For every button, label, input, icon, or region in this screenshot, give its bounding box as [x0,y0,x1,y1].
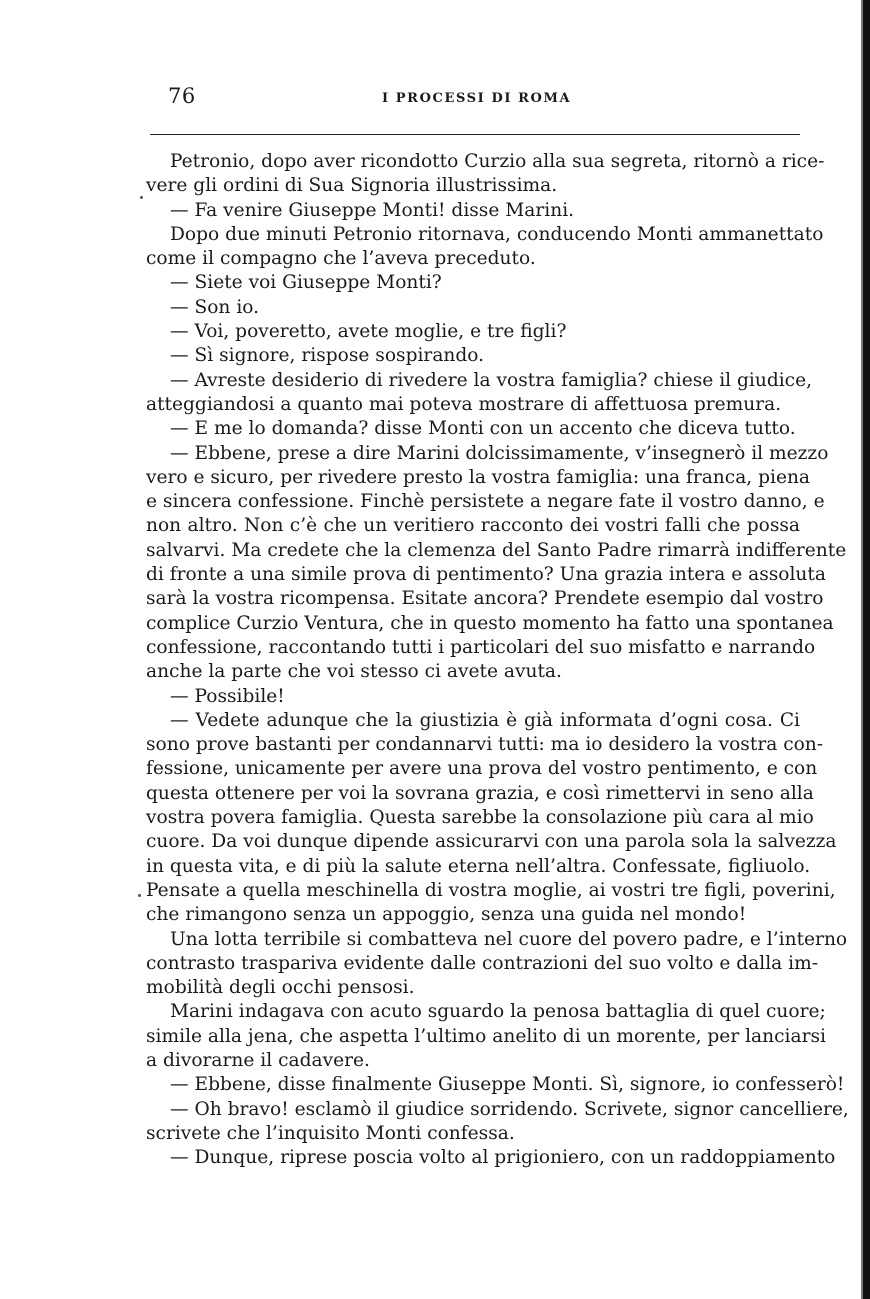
text-line: — Son io. [170,296,260,318]
text-line: Una lotta terribile si combatteva nel cuore del povero padre, e l’interno [170,928,848,950]
text-line: — Possibile! [170,685,285,707]
text-line: salvarvi. Ma credete che la clemenza del Santo Padre rimarrà indifferente [146,539,847,561]
print-speck [140,196,143,199]
text-line: sono prove bastanti per condannarvi tutti: ma io desidero la vostra con- [146,734,824,756]
text-line: mobilità degli occhi pensosi. [146,977,415,999]
text-line: come il compagno che l’aveva preceduto. [146,248,536,270]
text-line: Petronio, dopo aver ricondotto Curzio alla sua segreta, ritornò a rice- [170,151,825,172]
text-line: questa ottenere per voi la sovrana grazia, e così rimettervi in seno alla [146,782,814,804]
text-line: — Avreste desiderio di rivedere la vostra famiglia? chiese il giudice, [170,369,813,391]
text-line: — E me lo domanda? disse Monti con un accento che diceva tutto. [170,418,796,440]
text-line: complice Curzio Ventura, che in questo momento ha fatto una spontanea [146,612,834,634]
text-line: simile alla jena, che aspetta l’ultimo anelito di un morente, per lanciarsi [146,1025,826,1047]
text-line: in questa vita, e di più la salute eterna nell’altra. Confessate, figliuolo. [146,855,811,877]
print-speck [138,894,141,897]
page-number: 76 [168,84,196,108]
text-line: anche la parte che voi stesso ci avete avuta. [146,661,562,683]
text-line: atteggiandosi a quanto mai poteva mostrare di affettuosa premura. [146,393,782,415]
text-line: — Dunque, riprese poscia volto al prigioniero, con un raddoppiamento [170,1147,836,1169]
text-line: — Vedete adunque che la giustizia è già informata d’ogni cosa. Ci [170,709,800,731]
text-line: — Ebbene, disse finalmente Giuseppe Monti. Sì, signore, io confesserò! [170,1074,845,1096]
text-line: cuore. Da voi dunque dipende assicurarvi con una parola sola la salvezza [146,831,837,853]
text-line: che rimangono senza un appoggio, senza una guida nel mondo! [146,904,747,926]
text-line: fessione, unicamente per avere una prova del vostro pentimento, e con [146,758,818,780]
text-line: vostra povera famiglia. Questa sarebbe la consolazione più cara al mio [146,807,814,829]
text-line: — Fa venire Giuseppe Monti! disse Marini. [170,199,575,221]
text-line: e sincera confessione. Finchè persistete a negare fate il vostro danno, e [146,491,825,513]
text-line: vere gli ordini di Sua Signoria illustrissima. [146,175,558,197]
text-line: Dopo due minuti Petronio ritornava, conducendo Monti ammanettato [170,223,824,245]
header-rule [150,134,800,135]
text-line: non altro. Non c’è che un veritiero racconto dei vostri falli che possa [146,515,800,537]
text-line: — Oh bravo! esclamò il giudice sorridendo. Scrivete, signor cancelliere, [170,1098,849,1120]
text-line: vero e sicuro, per rivedere presto la vostra famiglia: una franca, piena [146,466,811,488]
running-head: I PROCESSI DI ROMA [382,91,572,106]
text-line: — Ebbene, prese a dire Marini dolcissimamente, v’insegnerò il mezzo [170,442,829,464]
text-line: confessione, raccontando tutti i particolari del suo misfatto e narrando [146,636,816,658]
text-line: di fronte a una simile prova di pentimento? Una grazia intera e assoluta [146,564,826,586]
text-line: sarà la vostra ricompensa. Esitate ancora? Prendete esempio dal vostro [146,588,824,610]
text-line: Marini indagava con acuto sguardo la penosa battaglia di quel cuore; [170,1001,826,1023]
text-line: a divorarne il cadavere. [146,1049,370,1071]
text-line: contrasto traspariva evidente dalle contrazioni del suo volto e dalla im- [146,952,819,974]
text-line: Pensate a quella meschinella di vostra moglie, ai vostri tre figli, poverini, [146,879,836,901]
text-line: — Sì signore, rispose sospirando. [170,345,485,367]
page-header [150,84,800,114]
body-text [146,150,849,1170]
page-edge [863,0,870,1299]
text-line: — Siete voi Giuseppe Monti? [170,272,442,294]
text-line: scrivete che l’inquisito Monti confessa. [146,1122,515,1144]
text-line: — Voi, poveretto, avete moglie, e tre figli? [170,321,567,343]
